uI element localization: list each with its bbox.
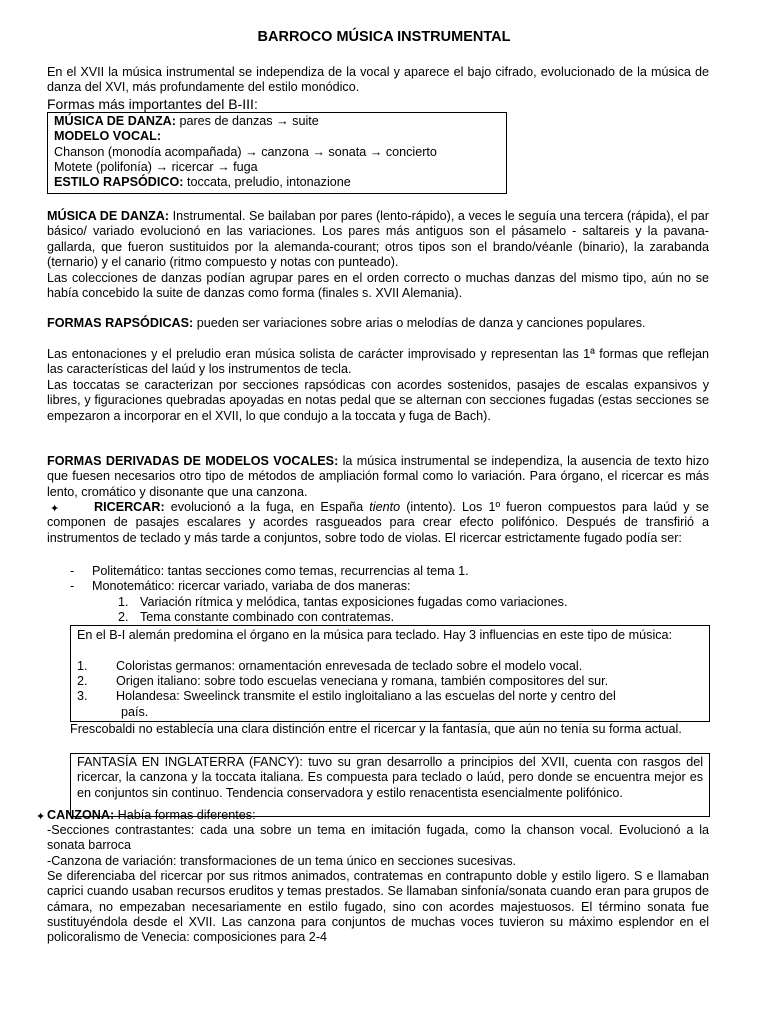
vocales-text: la música instrumental se independiza, la ausencia de texto hizo que fuesen necesarios otro tipo de métodos de ampliación formal como lo variación. Para órgano, el ricercar es más lento, cromático y disonante que una canzona. (47, 454, 709, 499)
list-number: 2. (77, 674, 88, 688)
danza-paragraph (47, 209, 709, 270)
canzona-text: Había formas diferentes: (114, 808, 256, 822)
formas-heading: Formas más importantes del B-III: (47, 96, 258, 112)
rapsodicas-paragraph-3: Las toccatas se caracterizan por secciones rapsódicas con acordes sostenidos, pasajes de escalas expansivos y libres, y figuraciones quebradas apoyadas en notas pedal que se alternan con secciones fugadas (estas secciones se empezaron a incorporar en el XVII, lo que condujo a la toccata y fuga de Bach). (47, 378, 709, 423)
dash-marker: - (70, 564, 75, 578)
summary-danza (54, 114, 500, 129)
canzona-paragraph: Se diferenciaba del ricercar por sus ritmos animados, contratemas en contrapunto doble y estilo ligero. S e llamaban caprici cuando usaban recursos eruditos y temas prestados. Se llamaban sinfonía/sonata cuando eran para grupos de cámara, no empezaban necesariamente en estilo fugado, sino con acordes majestuosos. El término sonata fue sustituyéndola desde el XVII. Las canzona para conjuntos de muchas voces tuvieron su máximo esplendor en el policoralismo de Venecia: composiciones para 2-4 (47, 869, 709, 945)
list-number: 2. (118, 610, 129, 624)
danza-paragraph-2: Las colecciones de danzas podían agrupar pares en el orden correcto o muchas danzas del mismo tipo, aún no se había concebido la suite de danzas como forma (finales s. XVII Alemania). (47, 271, 709, 301)
summary-box (47, 112, 507, 194)
fancy-text: FANTASÍA EN INGLATERRA (FANCY): tuvo su gran desarrollo a principios del XVII, cuenta con rasgos del ricercar, la canzona y la toccata italiana. Es compuesta para teclado o laúd, pero donde se encuentra mejor es en conjuntos sin continuo. Tendencia conservadora y estilo renacentista esencialmente polifónico. (77, 755, 703, 800)
vocales-paragraph (47, 454, 709, 500)
summary-rapsodico (54, 175, 500, 190)
list-number: 1. (77, 659, 88, 673)
monotematico-sub-2: Tema constante combinado con contratemas. (140, 610, 395, 624)
rapsodicas-text: pueden ser variaciones sobre arias o melodías de danza y canciones populares. (193, 316, 646, 330)
aleman-item-1: Coloristas germanos: ornamentación enrevesada de teclado sobre el modelo vocal. (116, 659, 583, 673)
ricercar-text-b: (intento). Los 1º fueron compuestos para laúd y se componen de pasajes escalares y acordes rasgueados para crear efecto polifónico. Después de transfirió a instrumentos de teclado y más tarde a conjuntos, sobre todo de violas. El ricercar estrictamente fugado podía ser: (47, 500, 709, 545)
summary-vocal-label-text: MODELO VOCAL: (54, 129, 162, 144)
ricercar-tiento: tiento (369, 500, 401, 514)
ricercar-bullet-icon: ✦ (50, 503, 60, 515)
danza-label: MÚSICA DE DANZA: (47, 209, 170, 223)
canzona-label: CANZONA: (47, 808, 115, 822)
aleman-item-3-cont: país. (121, 705, 149, 719)
rapsodicas-paragraph (47, 316, 709, 331)
aleman-item-2: Origen italiano: sobre todo escuelas veneciana y romana, también compositores del sur. (116, 674, 609, 688)
canzona-line-2: -Canzona de variación: transformaciones de un tema único en secciones sucesivas. (47, 854, 517, 868)
list-number: 1. (118, 595, 129, 609)
aleman-box (70, 625, 710, 722)
list-number: 3. (77, 689, 88, 703)
frescobaldi-paragraph: Frescobaldi no establecía una clara distinción entre el ricercar y la fantasía, que aún no tenía su forma actual. (70, 722, 682, 736)
summary-motete: Motete (polifonía) → ricercar → fuga (54, 159, 258, 174)
ricercar-text-a: evolucionó a la fuga, en España (164, 500, 370, 514)
summary-vocal-label (54, 129, 500, 144)
politematico-item: Politemático: tantas secciones como temas, recurrencias al tema 1. (92, 564, 469, 578)
summary-danza-label: MÚSICA DE DANZA: (54, 114, 176, 128)
rapsodicas-paragraph-2: Las entonaciones y el preludio eran música solista de carácter improvisado y representan las 1ª formas que reflejan las características del laúd y los instrumentos de tecla. (47, 347, 709, 377)
dash-marker: - (70, 579, 75, 593)
monotematico-sub-1: Variación rítmica y melódica, tantas exposiciones fugadas como variaciones. (140, 595, 568, 609)
summary-rapsodico-text: toccata, preludio, intonazione (183, 175, 351, 190)
summary-rapsodico-label: ESTILO RAPSÓDICO: (54, 175, 184, 190)
summary-danza-text: pares de danzas → suite (175, 114, 319, 128)
danza-text: Instrumental. Se bailaban por pares (lento-rápido), a veces le seguía una tercera (rápida), el par básico/ variado evolucionó en las variaciones. Los pares más antiguos son el pásamelo - saltareis y la pavana-gallarda, que fueron sustituidos por la alemanda-courant; otros tipos son el brando/véanle (binario), la zarabanda (ternario) y el canario (ritmo compuesto y notas con punteado). (47, 209, 710, 269)
canzona-bullet-icon: ✦ (36, 811, 46, 823)
ricercar-label: RICERCAR: (94, 500, 165, 514)
intro-paragraph: En el XVII la música instrumental se independiza de la vocal y aparece el bajo cifrado, evolucionado de la música de danza del XVI, más profundamente del estilo monódico. (47, 65, 709, 95)
canzona-heading (47, 808, 709, 823)
rapsodicas-label: FORMAS RAPSÓDICAS: (47, 316, 194, 330)
canzona-line-1: -Secciones contrastantes: cada una sobre un tema en imitación fugada, como la chanson vocal. Evolucionó a la sonata barroca (47, 823, 709, 853)
ricercar-paragraph (47, 500, 709, 546)
monotematico-item: Monotemático: ricercar variado, variaba de dos maneras: (92, 579, 411, 593)
page-title: BARROCO MÚSICA INSTRUMENTAL (257, 29, 511, 45)
vocales-label: FORMAS DERIVADAS DE MODELOS VOCALES: (47, 454, 339, 468)
aleman-intro: En el B-I alemán predomina el órgano en la música para teclado. Hay 3 influencias en este tipo de música: (77, 628, 673, 642)
aleman-item-3: Holandesa: Sweelinck transmite el estilo ingloitaliano a las escuelas del norte y centro del (116, 689, 616, 703)
summary-chanson: Chanson (monodía acompañada) → canzona → sonata → concierto (54, 144, 437, 159)
